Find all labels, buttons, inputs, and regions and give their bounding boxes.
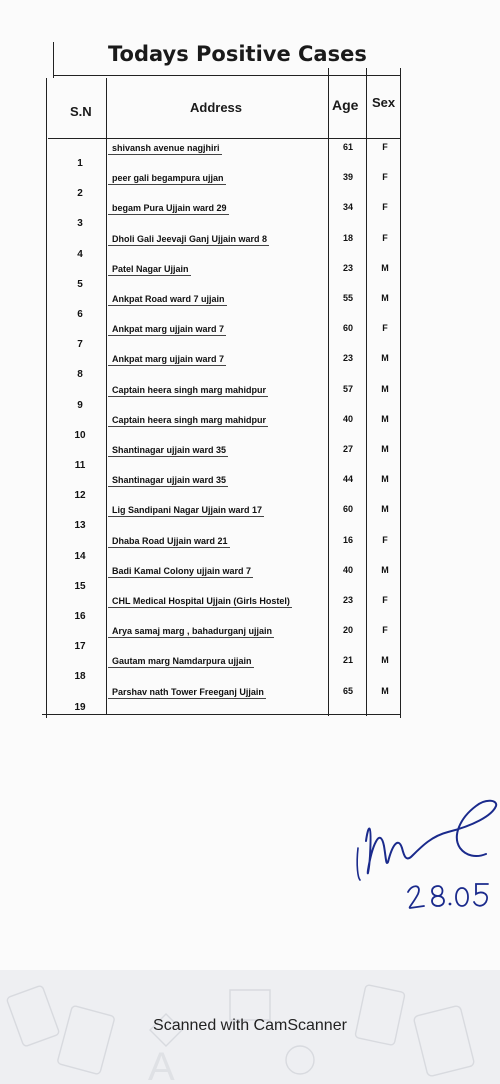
row-age: 40 [342,413,353,424]
header-sex: Sex [372,95,396,110]
row-address: Ankpat marg ujjain ward 7 [112,324,225,335]
row-address: Captain heera singh marg mahidpur [112,384,267,395]
handwritten-signature [352,796,500,956]
row-address: shivansh avenue nagjhiri [112,143,220,153]
table-row [0,413,500,443]
table-row [0,594,500,624]
row-sn: 9 [77,399,83,411]
row-age: 44 [342,474,353,485]
row-address: Shantinagar ujjain ward 35 [112,475,227,486]
table-row [0,443,500,473]
row-sex: M [381,564,389,575]
row-address: Parshav nath Tower Freeganj Ujjain [112,686,264,697]
row-sn: 7 [77,339,83,351]
row-sn: 8 [77,369,83,381]
row-sex: M [381,474,389,485]
row-sex: M [381,413,389,424]
row-age: 34 [342,202,353,213]
row-age: 18 [342,232,353,243]
row-sex: M [381,685,389,696]
table-row [0,473,500,503]
row-sn: 4 [77,248,83,260]
row-sn: 3 [77,218,83,230]
table-row [0,624,500,654]
row-sex: F [382,534,388,545]
table-row [0,564,500,594]
row-sex: F [382,595,388,605]
row-address: Badi Kamal Colony ujjain ward 7 [112,565,252,576]
row-sex: M [381,444,389,454]
page-title: Todays Positive Cases [108,42,367,66]
row-address: CHL Medical Hospital Ujjain (Girls Hostel) [112,596,290,606]
table-row [0,685,500,715]
row-sn: 14 [74,550,86,562]
row-age: 60 [342,504,353,515]
row-sn: 17 [74,641,86,653]
row-sn: 19 [74,701,86,713]
row-sn: 11 [74,460,86,471]
row-sex: M [381,293,389,303]
row-address: begam Pura Ujjain ward 29 [112,203,227,214]
row-sex: F [382,625,388,636]
row-age: 57 [342,383,353,394]
table-row [0,201,500,231]
row-age: 23 [342,595,353,605]
table-row [0,534,500,564]
header-address: Address [190,100,243,115]
table-row [0,292,500,322]
row-address: Arya samaj marg , bahadurganj ujjain [112,626,273,637]
row-age: 61 [342,142,353,152]
row-sn: 18 [74,671,86,683]
row-sex: M [381,655,389,666]
row-age: 55 [342,293,353,303]
header-age: Age [332,97,359,113]
row-age: 23 [342,262,353,273]
row-address: Gautam marg Namdarpura ujjain [112,656,252,667]
row-sn: 6 [77,309,83,320]
row-sex: F [382,172,388,183]
row-sex: F [382,323,388,334]
row-address: Captain heera singh marg mahidpur [112,414,267,425]
row-sn: 2 [77,188,83,200]
row-age: 21 [342,655,353,666]
row-sn: 16 [74,611,86,622]
row-sn: 12 [74,490,86,502]
row-sex: F [382,202,388,213]
row-address: Dholi Gali Jeevaji Ganj Ujjain ward 8 [112,233,268,244]
table-row [0,322,500,352]
row-address: Dhaba Road Ujjain ward 21 [112,535,228,546]
row-address: peer gali begampura ujjan [112,173,224,184]
row-sex: F [382,142,388,152]
camscanner-label: Scanned with CamScanner [153,1017,347,1034]
table-row [0,171,500,201]
row-address: Shantinagar ujjain ward 35 [112,445,227,455]
row-address: Ankpat marg ujjain ward 7 [112,354,225,365]
table-row [0,383,500,413]
row-age: 39 [342,172,353,183]
table-row [0,654,500,684]
header-sn: S.N [70,104,92,119]
table-row [0,503,500,533]
table-row [0,232,500,262]
row-address: Ankpat Road ward 7 ujjain [112,294,225,304]
row-age: 60 [342,323,353,334]
table-row [0,141,500,171]
row-sn: 15 [74,580,86,592]
row-age: 65 [342,685,353,696]
row-sex: F [382,232,388,243]
row-sn: 10 [74,429,86,441]
row-sex: M [381,504,389,515]
row-address: Patel Nagar Ujjain [112,263,189,274]
row-age: 40 [342,564,353,575]
table-row [0,352,500,382]
row-address: Lig Sandipani Nagar Ujjain ward 17 [112,505,263,516]
row-sex: M [381,383,389,394]
row-sex: M [381,262,389,273]
svg-text:A: A [148,1045,175,1084]
row-age: 16 [342,534,353,545]
row-age: 27 [342,444,353,454]
row-age: 23 [342,353,353,364]
table-row [0,262,500,292]
row-sn: 1 [77,158,83,169]
row-sn: 13 [74,520,86,532]
row-sn: 5 [77,278,83,290]
row-sex: M [381,353,389,364]
row-age: 20 [342,625,353,636]
